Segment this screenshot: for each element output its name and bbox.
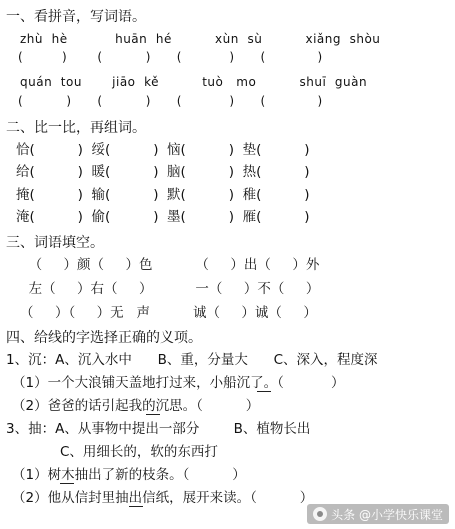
question-3-line-2: C、用细长的，软的东西打: [60, 444, 218, 460]
blank-row-2: ( ) ( ) ( ) ( ): [18, 94, 323, 108]
watermark: [307, 504, 449, 524]
pinyin-row-1: zhù hè huān hé xùn sù xiǎng shòu: [20, 32, 381, 46]
fill-row-3: （ ）（ ）无 声 诚（ ）诚（ ）: [20, 305, 317, 321]
question-3-sub-1: （1）树木抽出了新的枝条。（ ）: [12, 467, 246, 483]
compare-row-2: 给( ) 暖( ) 脑( ) 热( ): [16, 164, 310, 180]
question-1: 1、沉：A、沉入水中 B、重，分量大 C、深入，程度深: [6, 352, 378, 368]
section3-heading: 三、词语填空。: [6, 235, 104, 251]
underline-chen-1: [257, 391, 271, 392]
underline-chen-2: [146, 414, 160, 415]
section2-heading: 二、比一比，再组词。: [6, 120, 146, 136]
compare-row-3: 掩( ) 输( ) 默( ) 稚( ): [16, 187, 310, 203]
section4-heading: 四、给线的字选择正确的义项。: [6, 330, 202, 346]
underline-chou-2: [129, 506, 143, 507]
compare-row-4: 淹( ) 偷( ) 墨( ) 雁( ): [16, 209, 310, 225]
question-1-sub-1: （1）一个大浪铺天盖地打过来，小船沉了。（ ）: [12, 375, 345, 391]
pinyin-row-2: quán tou jiāo kě tuò mo shuī guàn: [20, 75, 368, 89]
question-3: 3、抽：A、从事物中提出一部分 B、植物长出: [6, 421, 311, 437]
blank-row-1: ( ) ( ) ( ) ( ): [18, 50, 323, 64]
fill-row-1: （ ）颜（ ）色 （ ）出（ ）外: [20, 257, 320, 273]
fill-row-2: 左（ ）右（ ） 一（ ）不（ ）: [20, 281, 320, 297]
compare-row-1: 恰( ) 绥( ) 恼( ) 垫( ): [16, 142, 310, 158]
avatar-icon: [313, 507, 327, 521]
section1-heading: 一、看拼音，写词语。: [6, 9, 146, 25]
underline-chou-1: [60, 483, 74, 484]
question-3-sub-2: （2）他从信封里抽出信纸，展开来读。（ ）: [12, 490, 314, 506]
question-1-sub-2: （2）爸爸的话引起我的沉思。（ ）: [12, 398, 260, 414]
watermark-text: 头条 @小学快乐课堂: [331, 507, 443, 522]
